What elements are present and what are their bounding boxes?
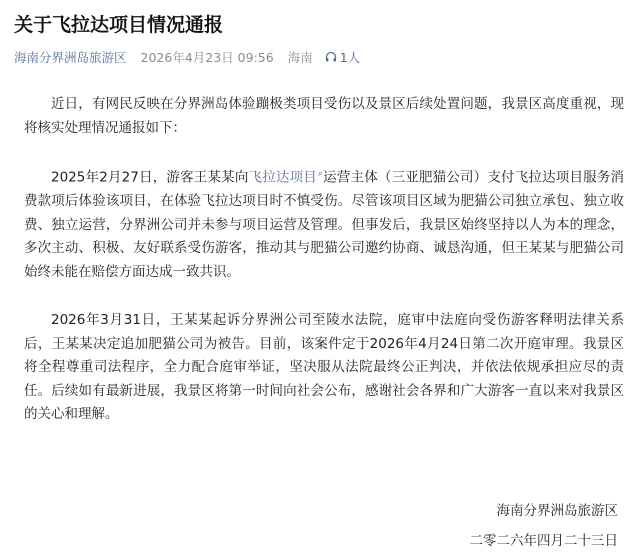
- paragraph-incident: [24, 163, 624, 284]
- signature-block: [470, 496, 619, 556]
- paragraph-lawsuit: 2026年3月31日，王某某起诉分界洲公司至陵水法院，庭审中法庭向受伤游客释明法律关系后，王某某决定追加肥猫公司为被告。目前，该案件定于2026年4月24日第二次开庭审理。我景区将全程尊重司法程序，全力配合庭审举证，坚决服从法院最终公正判决，并依法依规承担应尽的责任。后续如有最新进展，我景区将第一时间向社会公布，感谢社会各界和广大游客一直以来对我景区的关心和理解。: [24, 312, 624, 422]
- project-link[interactable]: 飞拉达项目: [248, 169, 317, 186]
- signature-org: 海南分界洲岛旅游区: [496, 503, 618, 519]
- signature-date: 二零二六年四月二十三日: [469, 533, 618, 549]
- search-icon[interactable]: ⌕: [317, 169, 323, 179]
- account-name[interactable]: 海南分界洲岛旅游区: [14, 50, 127, 65]
- article-meta: [14, 48, 360, 66]
- listener-count: 1人: [339, 50, 361, 65]
- publish-datetime: 2026年4月23日 09:56: [140, 50, 274, 65]
- paragraph-incident-rest: 运营主体（三亚肥猫公司）支付飞拉达项目服务消费款项后体验该项目，在体验飞拉达项目时不慎受伤。尽管该项目区域为肥猫公司独立承包、独立收费、独立运营，分界洲公司并未参与项目运营及管理。但事发后，我景区始终坚持以人为本的理念，多次主动、积极、友好联系受伤游客，推动其与肥猫公司邀约协商、诚恳沟通，但王某某与肥猫公司始终未能在赔偿方面达成一致共识。: [24, 169, 625, 280]
- publish-location: 海南: [287, 50, 313, 65]
- paragraph-incident-start: 2025年2月27日，游客王某某向: [51, 169, 249, 186]
- article-title: 关于飞拉达项目情况通报: [14, 14, 224, 36]
- headphones-icon: [325, 51, 337, 63]
- paragraph-intro: 近日，有网民反映在分界洲岛体验蹦极类项目受伤以及景区后续处置问题，我景区高度重视，现将核实处理情况通报如下：: [24, 96, 624, 136]
- listen-button[interactable]: [325, 48, 360, 66]
